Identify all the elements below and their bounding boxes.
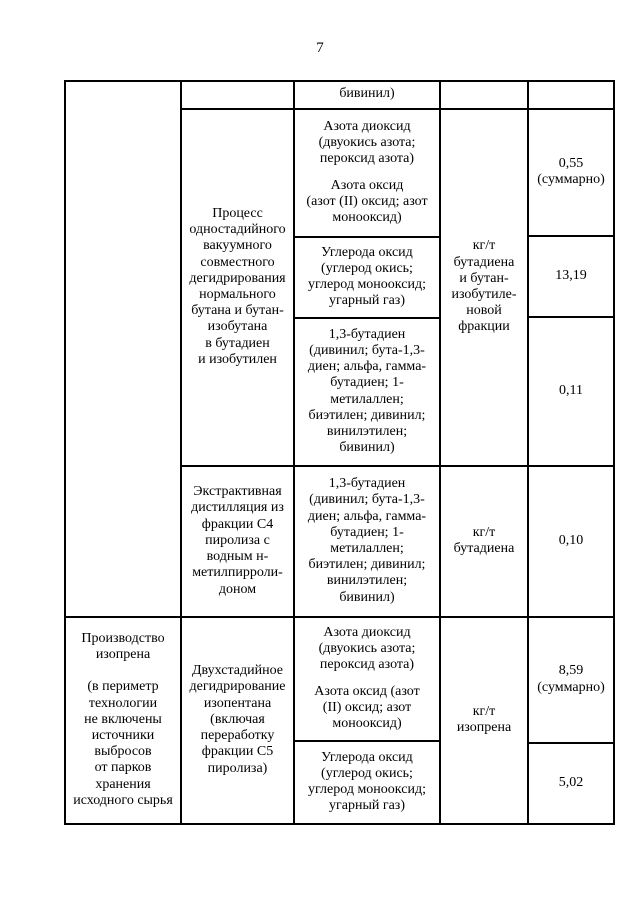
component-cell: Азота диоксид (двуокись азота; пероксид азота) Азота оксид (азот (II) оксид; азот монооксид)	[306, 118, 428, 225]
value-cell: 5,02	[558, 774, 584, 790]
component-cell: 1,3-бутадиен (дивинил; бута-1,3- диен; альфа, гамма- бутадиен; 1- метилаллен; биэтилен; дивинил; винилэтилен; бивинил)	[307, 476, 427, 605]
process-name-cell: Двухстадийное дегидрирование изопентана (включая переработку фракции С5 пиролиза)	[189, 663, 286, 776]
page-number: 7	[316, 40, 324, 56]
unit-cell: кг/т бутадиена и бутан- изобутиле- новой фракции	[451, 238, 517, 335]
component-cell: Углерода оксид (углерод окись; углерод монооксид; угарный газ)	[308, 244, 426, 309]
component-cell: 1,3-бутадиен (дивинил; бута-1,3- диен; альфа, гамма- бутадиен; 1- метилаллен; биэтилен; дивинил; винилэтилен; бивинил)	[307, 326, 427, 456]
column-divider	[613, 80, 615, 825]
production-name-cell: Производство изопрена (в периметр технологии не включены источники выбросов от парков хранения исходного сырья	[73, 630, 173, 808]
process-name-cell: Процесс одностадийного вакуумного совместного дегидрирования нормального бутана и бутан- изобутана в бутадиен и изобутилен	[189, 205, 286, 367]
table-border-bottom	[64, 823, 614, 825]
value-cell: 0,10	[558, 532, 584, 548]
unit-cell: кг/т изопрена	[456, 703, 512, 735]
unit-cell: кг/т бутадиена	[453, 524, 515, 556]
component-cell: Азота диоксид (двуокись азота; пероксид азота) Азота оксид (азот (II) оксид; азот монооксид)	[314, 624, 420, 731]
component-cell: бивинил)	[339, 86, 395, 102]
process-name-cell: Экстрактивная дистилляция из фракции С4 пиролиза с водным н- метилпирроли- доном	[191, 484, 284, 597]
component-cell: Углерода оксид (углерод окись; углерод монооксид; угарный газ)	[308, 749, 426, 814]
value-cell: 0,11	[559, 382, 583, 398]
value-cell: 8,59 (суммарно)	[537, 663, 605, 695]
value-cell: 0,55 (суммарно)	[537, 155, 605, 187]
value-cell: 13,19	[555, 267, 587, 283]
